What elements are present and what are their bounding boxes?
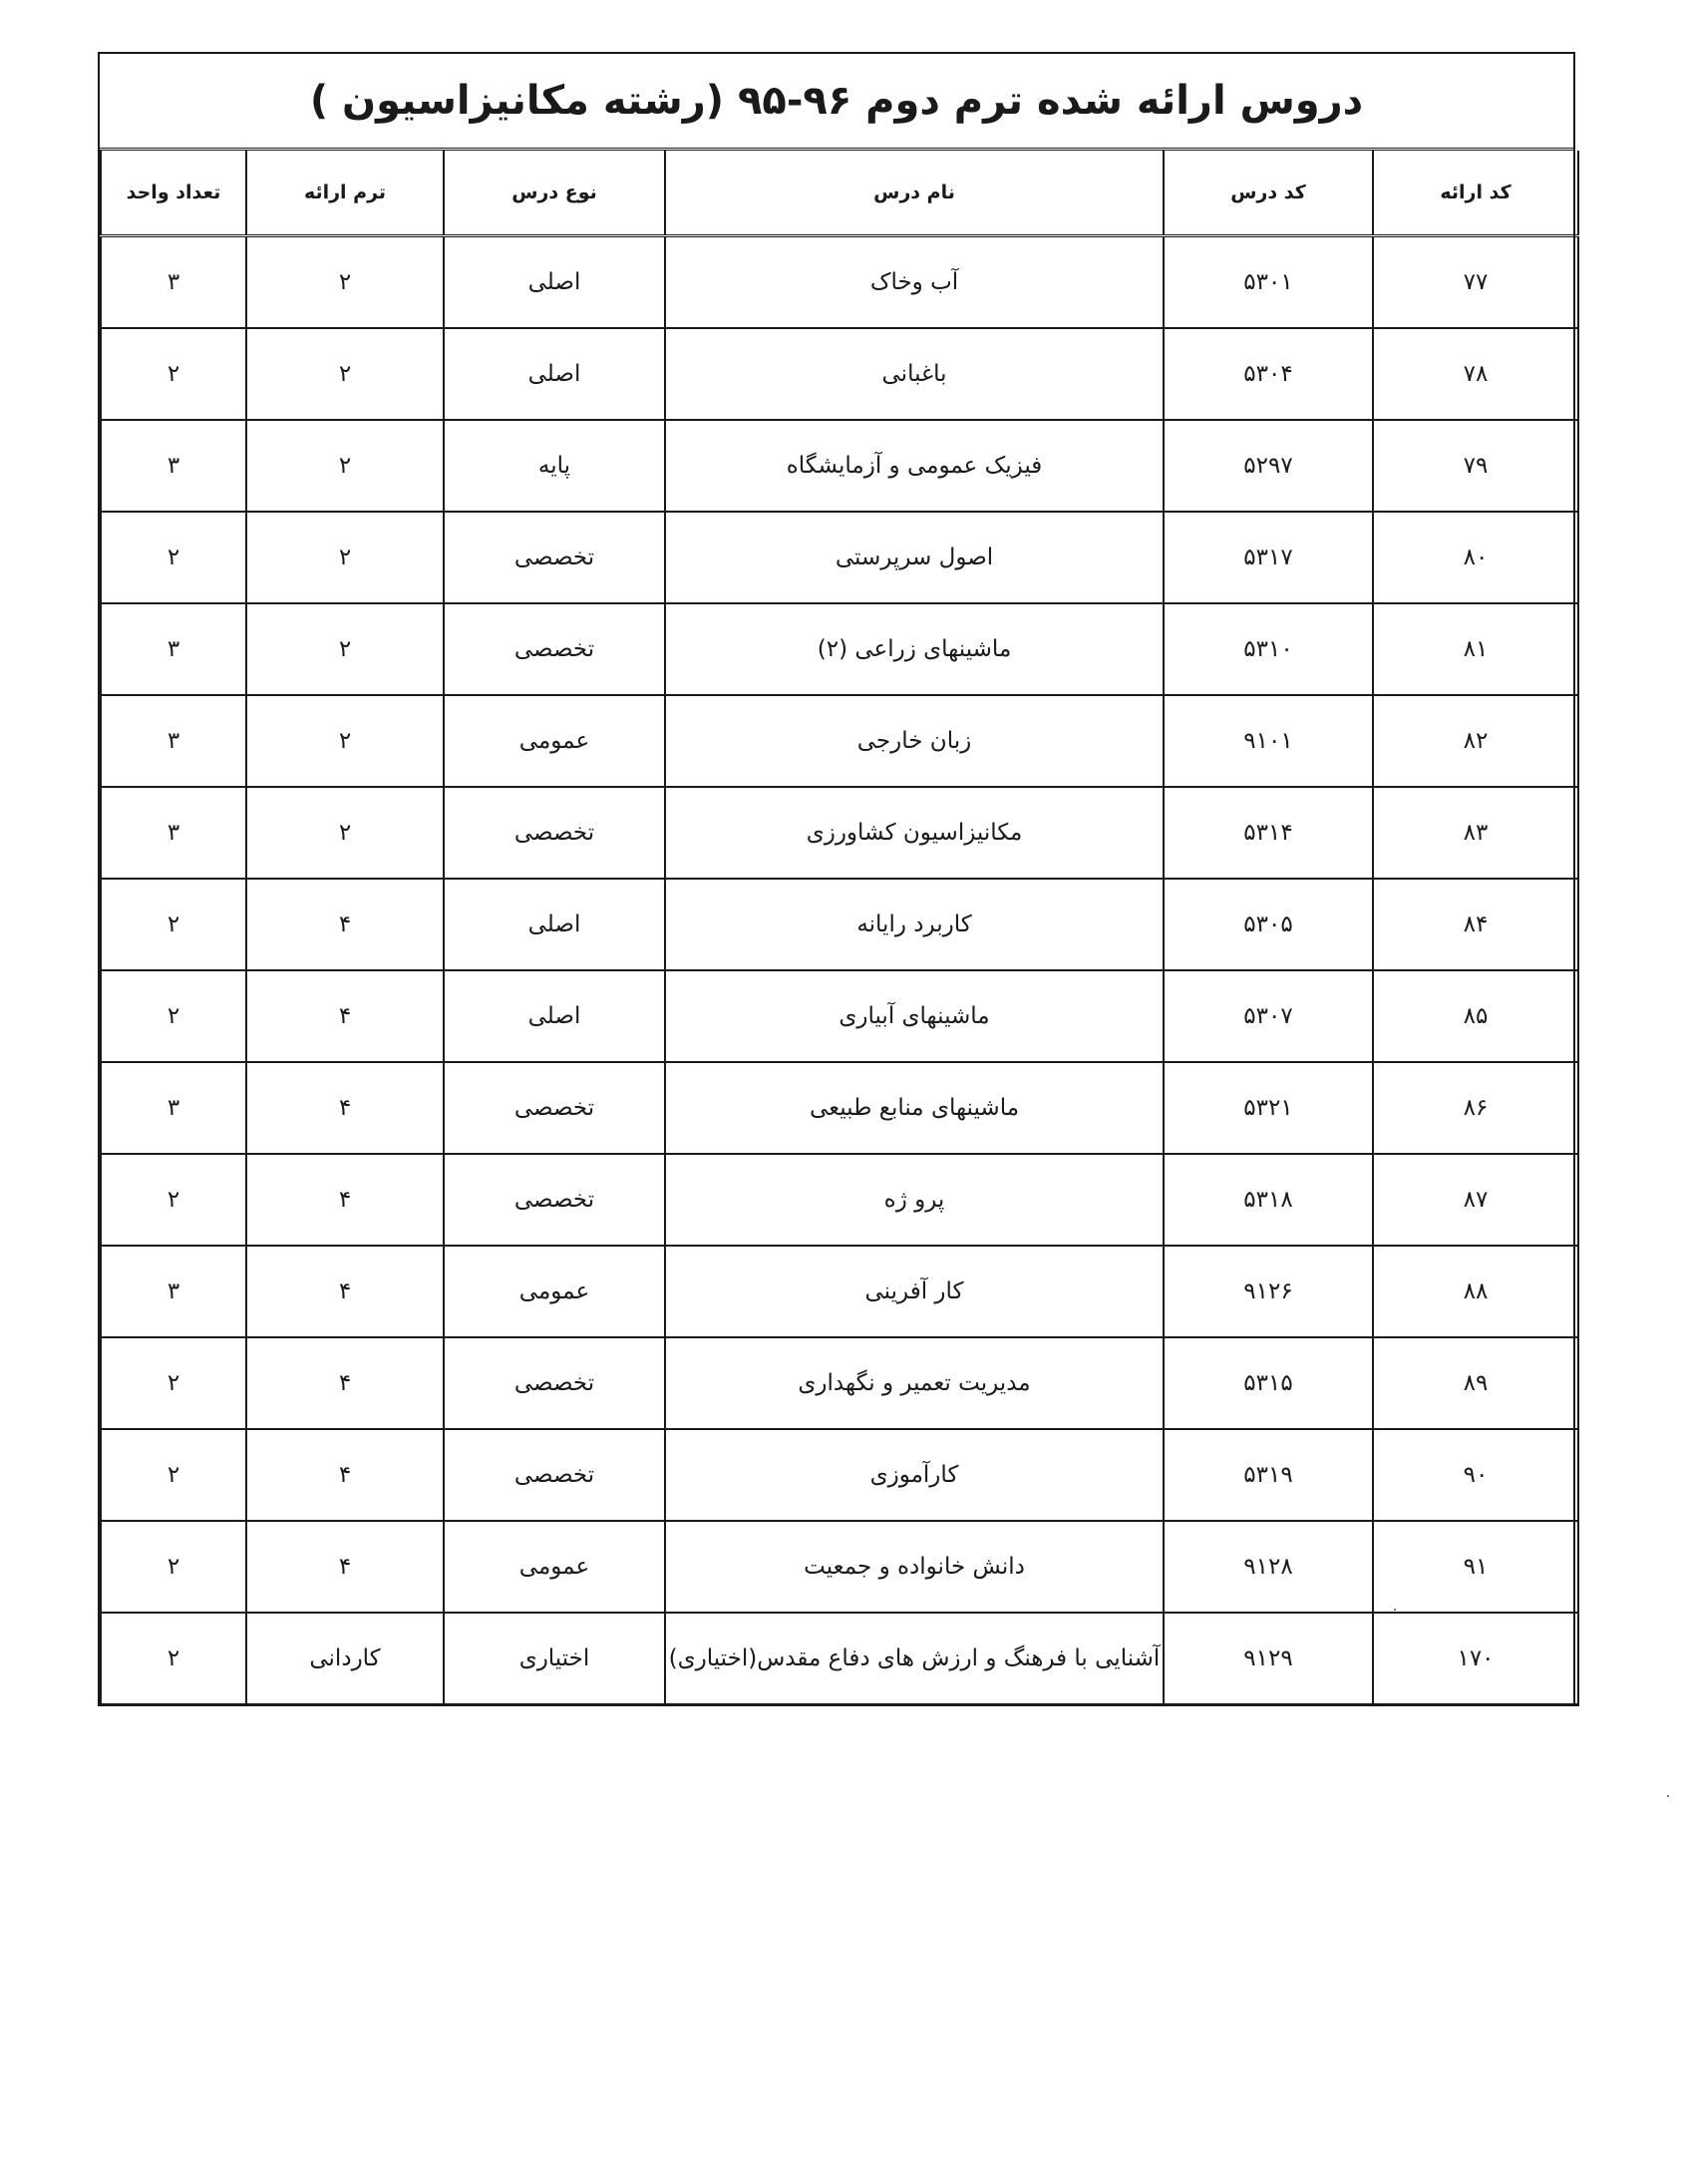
cell-course-type: تخصصی bbox=[444, 512, 665, 603]
cell-offer-term: ۲ bbox=[246, 236, 444, 329]
cell-offer-term: ۴ bbox=[246, 1062, 444, 1154]
course-sheet bbox=[98, 52, 1575, 1706]
table-row bbox=[101, 1062, 1578, 1154]
cell-offer-term: ۲ bbox=[246, 512, 444, 603]
table-row bbox=[101, 420, 1578, 512]
cell-course-name: دانش خانواده و جمعیت bbox=[665, 1521, 1164, 1613]
cell-units: ۳ bbox=[101, 236, 246, 329]
cell-course-name: ماشینهای منابع طبیعی bbox=[665, 1062, 1164, 1154]
scan-speck bbox=[1394, 1609, 1396, 1611]
cell-course-name: آب وخاک bbox=[665, 236, 1164, 329]
cell-course-code: ۵۳۱۸ bbox=[1164, 1154, 1373, 1246]
cell-offer-term: ۴ bbox=[246, 1337, 444, 1429]
cell-course-code: ۵۳۱۷ bbox=[1164, 512, 1373, 603]
cell-offer-term: ۴ bbox=[246, 970, 444, 1062]
cell-offer-code: ۷۹ bbox=[1373, 420, 1578, 512]
table-row bbox=[101, 879, 1578, 970]
table-row bbox=[101, 1337, 1578, 1429]
cell-offer-code: ۸۸ bbox=[1373, 1246, 1578, 1337]
cell-course-code: ۹۱۰۱ bbox=[1164, 695, 1373, 787]
cell-course-code: ۵۳۱۹ bbox=[1164, 1429, 1373, 1521]
cell-course-type: تخصصی bbox=[444, 1154, 665, 1246]
table-row bbox=[101, 1154, 1578, 1246]
cell-offer-code: ۸۲ bbox=[1373, 695, 1578, 787]
cell-offer-code: ۷۸ bbox=[1373, 328, 1578, 420]
cell-units: ۲ bbox=[101, 1337, 246, 1429]
cell-offer-code: ۸۰ bbox=[1373, 512, 1578, 603]
cell-offer-code: ۸۵ bbox=[1373, 970, 1578, 1062]
cell-offer-term: ۲ bbox=[246, 787, 444, 879]
cell-course-type: عمومی bbox=[444, 695, 665, 787]
cell-course-code: ۵۳۱۴ bbox=[1164, 787, 1373, 879]
table-row bbox=[101, 970, 1578, 1062]
cell-offer-code: ۱۷۰ bbox=[1373, 1613, 1578, 1705]
cell-units: ۲ bbox=[101, 512, 246, 603]
cell-course-name: پرو ژه bbox=[665, 1154, 1164, 1246]
cell-course-code: ۵۳۰۵ bbox=[1164, 879, 1373, 970]
cell-offer-code: ۸۹ bbox=[1373, 1337, 1578, 1429]
cell-course-code: ۵۳۱۰ bbox=[1164, 603, 1373, 695]
cell-offer-code: ۸۶ bbox=[1373, 1062, 1578, 1154]
cell-course-type: اصلی bbox=[444, 970, 665, 1062]
cell-course-type: عمومی bbox=[444, 1246, 665, 1337]
cell-offer-term: ۴ bbox=[246, 1429, 444, 1521]
cell-course-type: پایه bbox=[444, 420, 665, 512]
table-row bbox=[101, 603, 1578, 695]
cell-course-code: ۵۳۱۵ bbox=[1164, 1337, 1373, 1429]
cell-course-name: باغبانی bbox=[665, 328, 1164, 420]
cell-course-code: ۵۲۹۷ bbox=[1164, 420, 1373, 512]
cell-course-name: زبان خارجی bbox=[665, 695, 1164, 787]
table-row bbox=[101, 695, 1578, 787]
scan-speck bbox=[1667, 1795, 1669, 1797]
cell-offer-term: ۲ bbox=[246, 603, 444, 695]
cell-course-name: مکانیزاسیون کشاورزی bbox=[665, 787, 1164, 879]
cell-units: ۳ bbox=[101, 695, 246, 787]
table-row bbox=[101, 328, 1578, 420]
cell-course-name: اصول سرپرستی bbox=[665, 512, 1164, 603]
header-course-code: کد درس bbox=[1164, 151, 1373, 236]
cell-course-type: تخصصی bbox=[444, 603, 665, 695]
cell-offer-term: ۲ bbox=[246, 328, 444, 420]
cell-units: ۳ bbox=[101, 603, 246, 695]
cell-course-code: ۵۳۰۷ bbox=[1164, 970, 1373, 1062]
header-offer-term: ترم ارائه bbox=[246, 151, 444, 236]
courses-table bbox=[100, 151, 1579, 1706]
cell-course-type: اختیاری bbox=[444, 1613, 665, 1705]
cell-course-type: اصلی bbox=[444, 328, 665, 420]
table-row bbox=[101, 1613, 1578, 1705]
cell-offer-code: ۷۷ bbox=[1373, 236, 1578, 329]
table-row bbox=[101, 1521, 1578, 1613]
cell-course-name: کاربرد رایانه bbox=[665, 879, 1164, 970]
header-course-name: نام درس bbox=[665, 151, 1164, 236]
cell-course-code: ۵۳۲۱ bbox=[1164, 1062, 1373, 1154]
cell-course-code: ۵۳۰۱ bbox=[1164, 236, 1373, 329]
cell-units: ۲ bbox=[101, 1521, 246, 1613]
cell-offer-code: ۸۴ bbox=[1373, 879, 1578, 970]
table-row bbox=[101, 512, 1578, 603]
cell-units: ۲ bbox=[101, 879, 246, 970]
cell-course-type: تخصصی bbox=[444, 787, 665, 879]
cell-course-type: عمومی bbox=[444, 1521, 665, 1613]
cell-units: ۳ bbox=[101, 420, 246, 512]
cell-course-name: کارآموزی bbox=[665, 1429, 1164, 1521]
cell-units: ۳ bbox=[101, 1062, 246, 1154]
cell-offer-code: ۸۱ bbox=[1373, 603, 1578, 695]
cell-course-name: آشنایی با فرهنگ و ارزش های دفاع مقدس(اختیاری) bbox=[665, 1613, 1164, 1705]
cell-offer-term: ۴ bbox=[246, 879, 444, 970]
cell-course-type: تخصصی bbox=[444, 1062, 665, 1154]
cell-course-code: ۹۱۲۶ bbox=[1164, 1246, 1373, 1337]
cell-course-name: کار آفرینی bbox=[665, 1246, 1164, 1337]
header-row bbox=[101, 151, 1578, 236]
cell-units: ۲ bbox=[101, 1429, 246, 1521]
header-units: تعداد واحد bbox=[101, 151, 246, 236]
page-title: دروس ارائه شده ترم دوم ۹۶-۹۵ (رشته مکانیزاسیون ) bbox=[309, 78, 1364, 124]
cell-offer-term: ۲ bbox=[246, 420, 444, 512]
table-row bbox=[101, 1429, 1578, 1521]
cell-units: ۲ bbox=[101, 970, 246, 1062]
cell-offer-term: ۴ bbox=[246, 1246, 444, 1337]
cell-course-name: ماشینهای آبیاری bbox=[665, 970, 1164, 1062]
course-rows bbox=[101, 236, 1578, 1705]
cell-course-name: فیزیک عمومی و آزمایشگاه bbox=[665, 420, 1164, 512]
table-row bbox=[101, 787, 1578, 879]
cell-offer-term: ۲ bbox=[246, 695, 444, 787]
cell-units: ۲ bbox=[101, 1613, 246, 1705]
cell-course-code: ۹۱۲۸ bbox=[1164, 1521, 1373, 1613]
cell-offer-term: کاردانی bbox=[246, 1613, 444, 1705]
cell-units: ۳ bbox=[101, 1246, 246, 1337]
cell-offer-term: ۴ bbox=[246, 1521, 444, 1613]
title-row bbox=[100, 54, 1573, 151]
table-row bbox=[101, 236, 1578, 329]
cell-units: ۲ bbox=[101, 1154, 246, 1246]
cell-units: ۲ bbox=[101, 328, 246, 420]
cell-course-type: اصلی bbox=[444, 879, 665, 970]
cell-offer-code: ۸۳ bbox=[1373, 787, 1578, 879]
cell-offer-code: ۹۰ bbox=[1373, 1429, 1578, 1521]
header-course-type: نوع درس bbox=[444, 151, 665, 236]
cell-course-type: تخصصی bbox=[444, 1429, 665, 1521]
cell-course-code: ۹۱۲۹ bbox=[1164, 1613, 1373, 1705]
cell-offer-code: ۸۷ bbox=[1373, 1154, 1578, 1246]
cell-offer-term: ۴ bbox=[246, 1154, 444, 1246]
cell-course-name: مدیریت تعمیر و نگهداری bbox=[665, 1337, 1164, 1429]
table-row bbox=[101, 1246, 1578, 1337]
header-offer-code: کد ارائه bbox=[1373, 151, 1578, 236]
cell-course-name: ماشینهای زراعی (۲) bbox=[665, 603, 1164, 695]
cell-units: ۳ bbox=[101, 787, 246, 879]
cell-course-type: اصلی bbox=[444, 236, 665, 329]
cell-course-type: تخصصی bbox=[444, 1337, 665, 1429]
cell-offer-code: ۹۱ bbox=[1373, 1521, 1578, 1613]
cell-course-code: ۵۳۰۴ bbox=[1164, 328, 1373, 420]
